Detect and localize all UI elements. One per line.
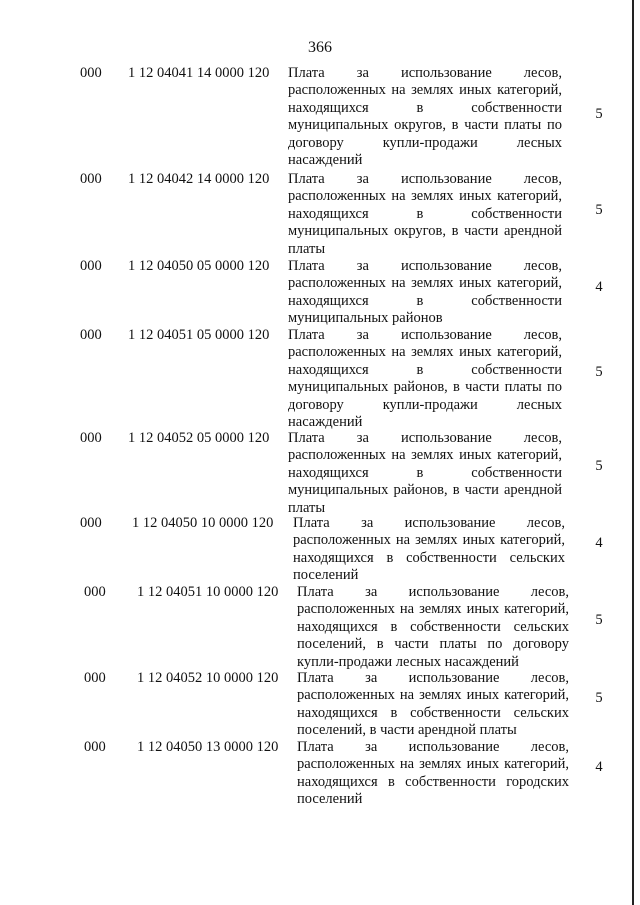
income-description: Плата за использование лесов, расположенных на землях иных категорий, находящихся в собственности муниципальных районов, в части арендной платы bbox=[288, 430, 562, 516]
income-description: Плата за использование лесов, расположенных на землях иных категорий, находящихся в собственности сельских поселений bbox=[293, 515, 565, 584]
level-value: 5 bbox=[595, 106, 603, 122]
income-description: Плата за использование лесов, расположенных на землях иных категорий, находящихся в собственности муниципальных районов bbox=[288, 258, 562, 327]
income-description: Плата за использование лесов, расположенных на землях иных категорий, находящихся в собственности муниципальных округов, в части платы по договору купли-продажи лесных насаждений bbox=[288, 65, 562, 169]
admin-code: 000 bbox=[80, 515, 102, 531]
admin-code: 000 bbox=[84, 739, 106, 755]
budget-code: 1 12 04051 05 0000 120 bbox=[128, 327, 270, 343]
admin-code: 000 bbox=[80, 171, 102, 187]
income-description: Плата за использование лесов, расположенных на землях иных категорий, находящихся в собственности муниципальных округов, в части арендной платы bbox=[288, 171, 562, 257]
level-value: 4 bbox=[595, 279, 603, 295]
admin-code: 000 bbox=[84, 670, 106, 686]
level-value: 5 bbox=[595, 364, 603, 380]
income-description: Плата за использование лесов, расположенных на землях иных категорий, находящихся в собственности сельских поселений, в части арендной платы bbox=[297, 670, 569, 739]
level-value: 5 bbox=[595, 202, 603, 218]
budget-code: 1 12 04041 14 0000 120 bbox=[128, 65, 270, 81]
budget-code: 1 12 04050 10 0000 120 bbox=[132, 515, 274, 531]
budget-code: 1 12 04050 05 0000 120 bbox=[128, 258, 270, 274]
level-value: 4 bbox=[595, 535, 603, 551]
level-value: 5 bbox=[595, 690, 603, 706]
page-edge-line bbox=[632, 0, 634, 905]
level-value: 5 bbox=[595, 458, 603, 474]
budget-code: 1 12 04052 10 0000 120 bbox=[137, 670, 279, 686]
budget-code: 1 12 04052 05 0000 120 bbox=[128, 430, 270, 446]
income-description: Плата за использование лесов, расположенных на землях иных категорий, находящихся в собственности сельских поселений, в части платы по договору купли-продажи лесных насаждений bbox=[297, 584, 569, 670]
budget-code: 1 12 04050 13 0000 120 bbox=[137, 739, 279, 755]
income-description: Плата за использование лесов, расположенных на землях иных категорий, находящихся в собственности муниципальных районов, в части платы по договору купли-продажи лесных насаждений bbox=[288, 327, 562, 431]
admin-code: 000 bbox=[80, 65, 102, 81]
level-value: 4 bbox=[595, 759, 603, 775]
page-number: 366 bbox=[308, 39, 332, 56]
level-value: 5 bbox=[595, 612, 603, 628]
admin-code: 000 bbox=[84, 584, 106, 600]
income-description: Плата за использование лесов, расположенных на землях иных категорий, находящихся в собственности городских поселений bbox=[297, 739, 569, 808]
admin-code: 000 bbox=[80, 258, 102, 274]
admin-code: 000 bbox=[80, 327, 102, 343]
budget-code: 1 12 04042 14 0000 120 bbox=[128, 171, 270, 187]
budget-code: 1 12 04051 10 0000 120 bbox=[137, 584, 279, 600]
admin-code: 000 bbox=[80, 430, 102, 446]
